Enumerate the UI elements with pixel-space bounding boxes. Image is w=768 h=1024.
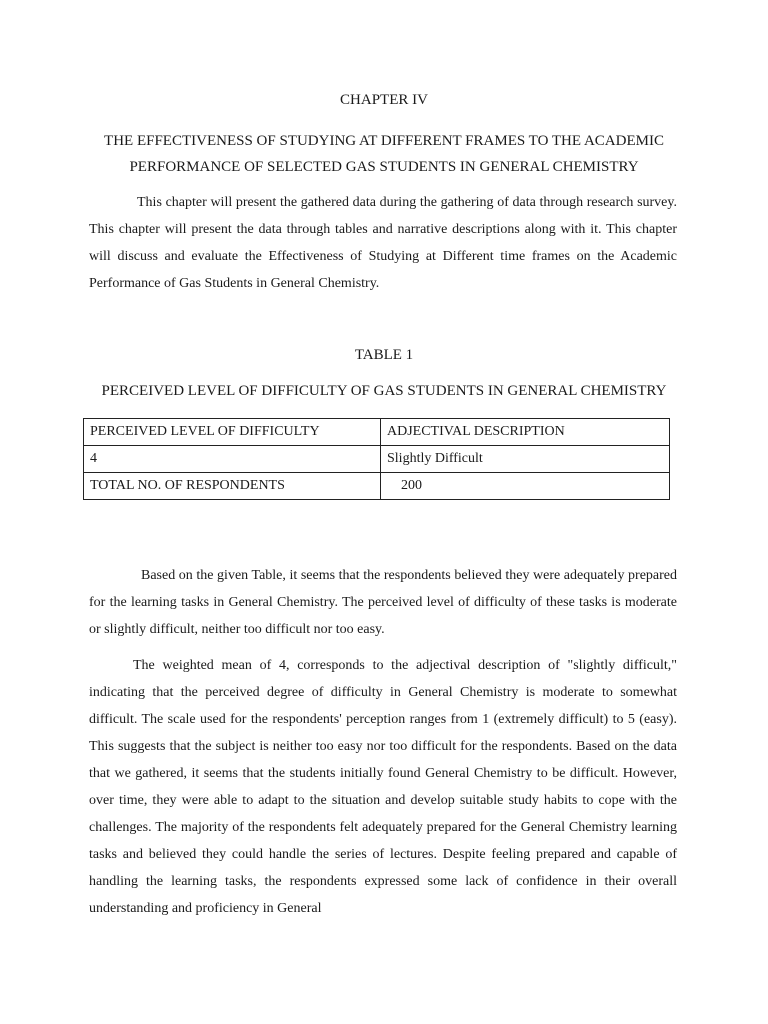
table-total-row bbox=[84, 473, 670, 500]
table-row bbox=[84, 446, 670, 473]
difficulty-table bbox=[83, 418, 670, 500]
analysis-text-2: The weighted mean of 4, corresponds to the adjectival description of "slightly difficult," indicating that the perceived degree of difficulty in General Chemistry is moderate to somewhat difficult. The scale used for the respondents' perception ranges from 1 (extremely difficult) to 5 (easy). This suggests that the subject is neither too easy nor too difficult for the respondents. Based on the data that we gathered, it seems that the students initially found General Chemistry to be difficult. However, over time, they were able to adapt to the situation and develop suitable study habits to cope with the challenges. The majority of the respondents felt adequately prepared for the General Chemistry learning tasks and believed they could handle the series of lectures. Despite feeling prepared and capable of handling the learning tasks, the respondents expressed some lack of confidence in their overall understanding and proficiency in General bbox=[89, 658, 677, 916]
intro-text: This chapter will present the gathered data during the gathering of data through research survey. This chapter will present the data through tables and narrative descriptions along with it. This chapter will discuss and evaluate the Effectiveness of Studying at Different time frames on the Academic Performance of Gas Students in General Chemistry. bbox=[89, 195, 677, 291]
table-total-label: TOTAL NO. OF RESPONDENTS bbox=[84, 473, 381, 500]
analysis-paragraph-1 bbox=[89, 562, 677, 643]
table-title: PERCEIVED LEVEL OF DIFFICULTY OF GAS STUDENTS IN GENERAL CHEMISTRY bbox=[101, 383, 667, 399]
table-cell-description: Slightly Difficult bbox=[381, 446, 670, 473]
chapter-title: THE EFFECTIVENESS OF STUDYING AT DIFFERENT FRAMES TO THE ACADEMIC PERFORMANCE OF SELECTED GAS STUDENTS IN GENERAL CHEMISTRY bbox=[104, 133, 664, 175]
intro-paragraph bbox=[89, 189, 677, 297]
analysis-text-1: Based on the given Table, it seems that the respondents believed they were adequately prepared for the learning tasks in General Chemistry. The perceived level of difficulty of these tasks is moderate or slightly difficult, neither too difficult nor too easy. bbox=[89, 568, 677, 637]
table-cell-level: 4 bbox=[84, 446, 381, 473]
table-total-value: 200 bbox=[381, 473, 670, 500]
table-header-cell: PERCEIVED LEVEL OF DIFFICULTY bbox=[84, 419, 381, 446]
analysis-paragraph-2 bbox=[89, 652, 677, 922]
table-header-row bbox=[84, 419, 670, 446]
chapter-heading: CHAPTER IV bbox=[340, 92, 428, 108]
table-label: TABLE 1 bbox=[354, 347, 414, 363]
table-header-cell: ADJECTIVAL DESCRIPTION bbox=[381, 419, 670, 446]
